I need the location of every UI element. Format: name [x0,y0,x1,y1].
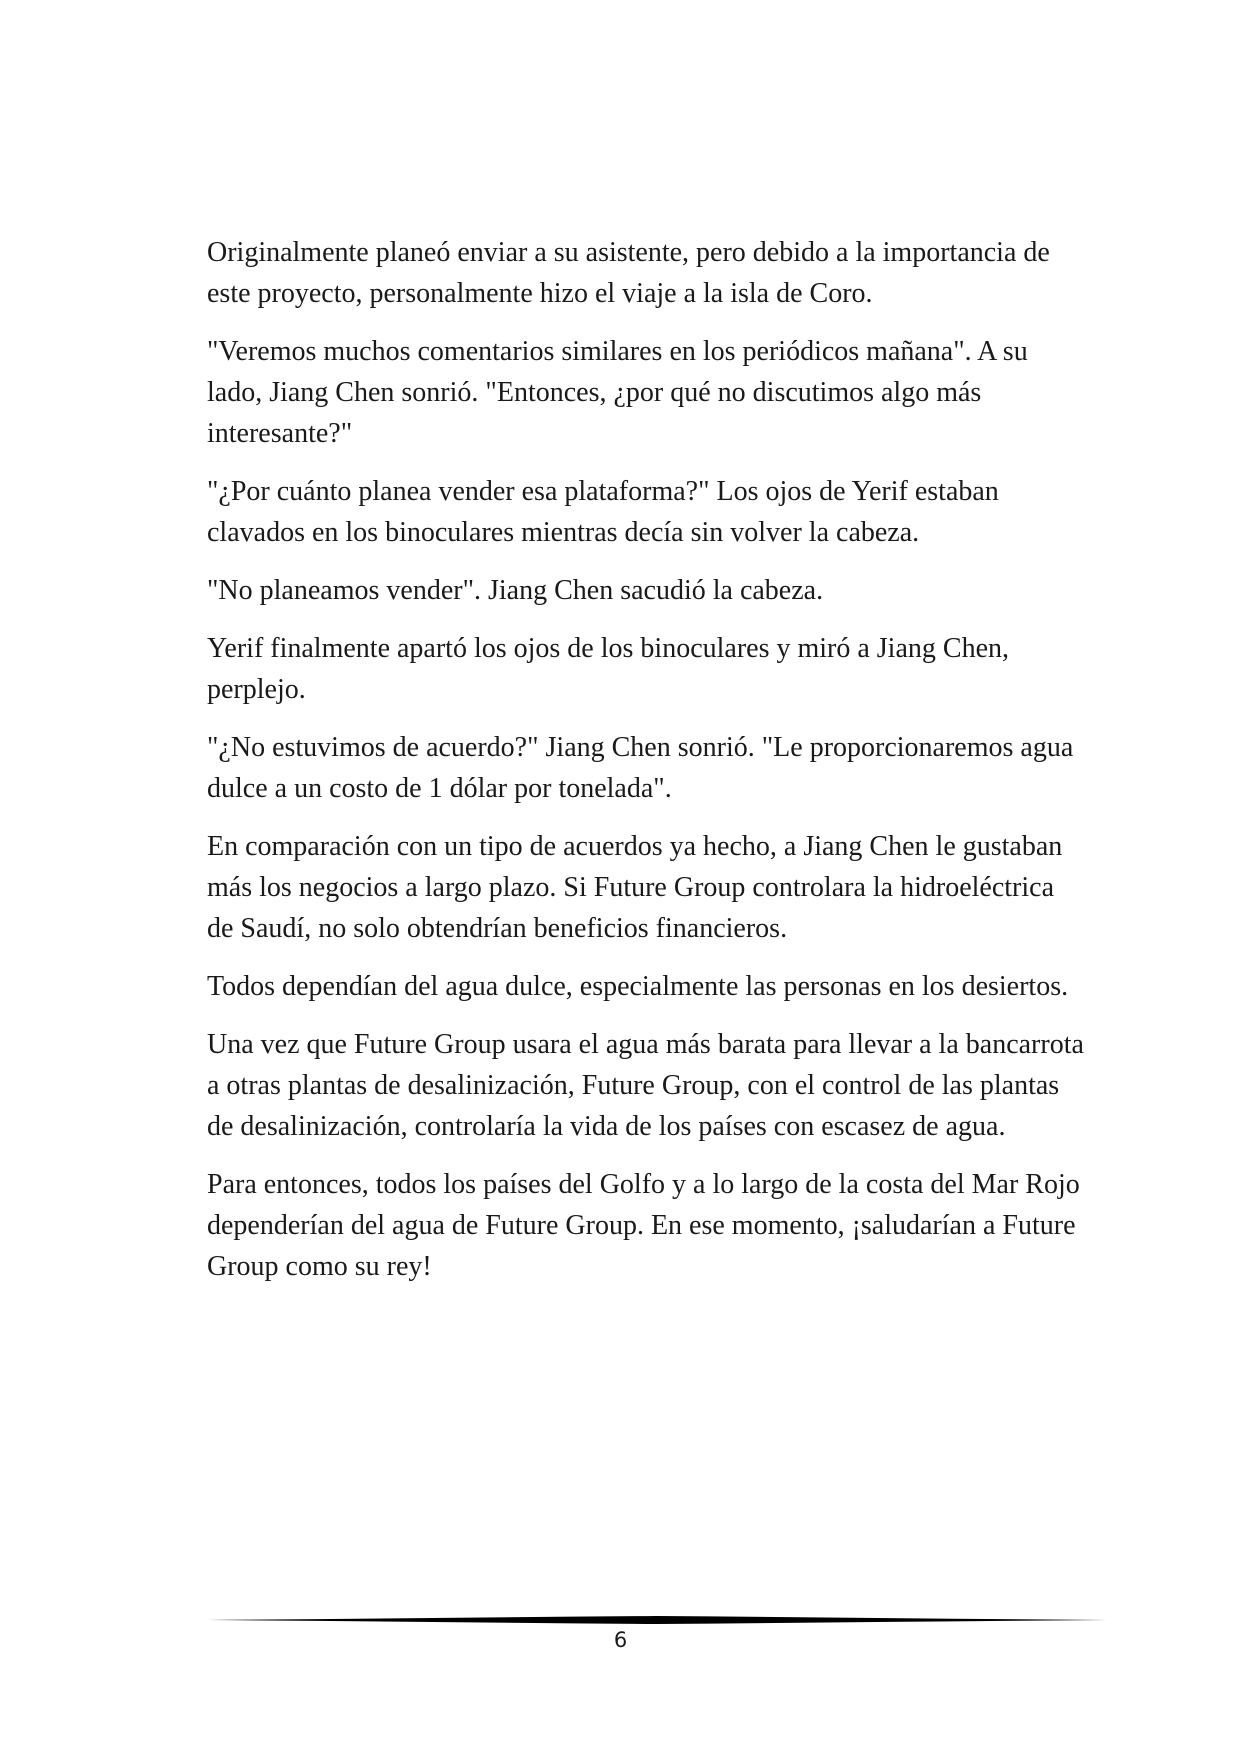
paragraph-8: Todos dependían del agua dulce, especialmente las personas en los desiertos. [207,971,1069,1002]
paragraph-1: Originalmente planeó enviar a su asistente, pero debido a la importancia de este proyecto, personalmente hizo el viaje a la isla de Coro. [207,237,1050,309]
paragraph-3: "¿Por cuánto planea vender esa plataforma?" Los ojos de Yerif estaban clavados en los binoculares mientras decía sin volver la cabeza. [207,476,999,548]
page-number: 6 [613,1628,628,1652]
paragraph-5: Yerif finalmente apartó los ojos de los binoculares y miró a Jiang Chen, perplejo. [207,633,1009,705]
paragraph-4: "No planeamos vender". Jiang Chen sacudió la cabeza. [207,575,824,606]
paragraph-2: "Veremos muchos comentarios similares en los periódicos mañana". A su lado, Jiang Chen sonrió. "Entonces, ¿por qué no discutimos algo más interesante?" [207,336,1028,449]
footer-divider [207,1612,1107,1628]
paragraph-10: Para entonces, todos los países del Golfo y a lo largo de la costa del Mar Rojo dependerían del agua de Future Group. En ese momento, ¡saludarían a Future Group como su rey! [207,1169,1080,1282]
paragraph-9: Una vez que Future Group usara el agua más barata para llevar a la bancarrota a otras plantas de desalinización, Future Group, con el control de las plantas de desalinización, controlaría la vida de los países con escasez de agua. [207,1029,1084,1142]
paragraph-6: "¿No estuvimos de acuerdo?" Jiang Chen sonrió. "Le proporcionaremos agua dulce a un costo de 1 dólar por tonelada". [207,732,1074,804]
paragraph-7: En comparación con un tipo de acuerdos ya hecho, a Jiang Chen le gustaban más los negocios a largo plazo. Si Future Group controlara la hidroeléctrica de Saudí, no solo obtendrían beneficios financieros. [207,831,1063,944]
body-text [207,232,1087,1304]
